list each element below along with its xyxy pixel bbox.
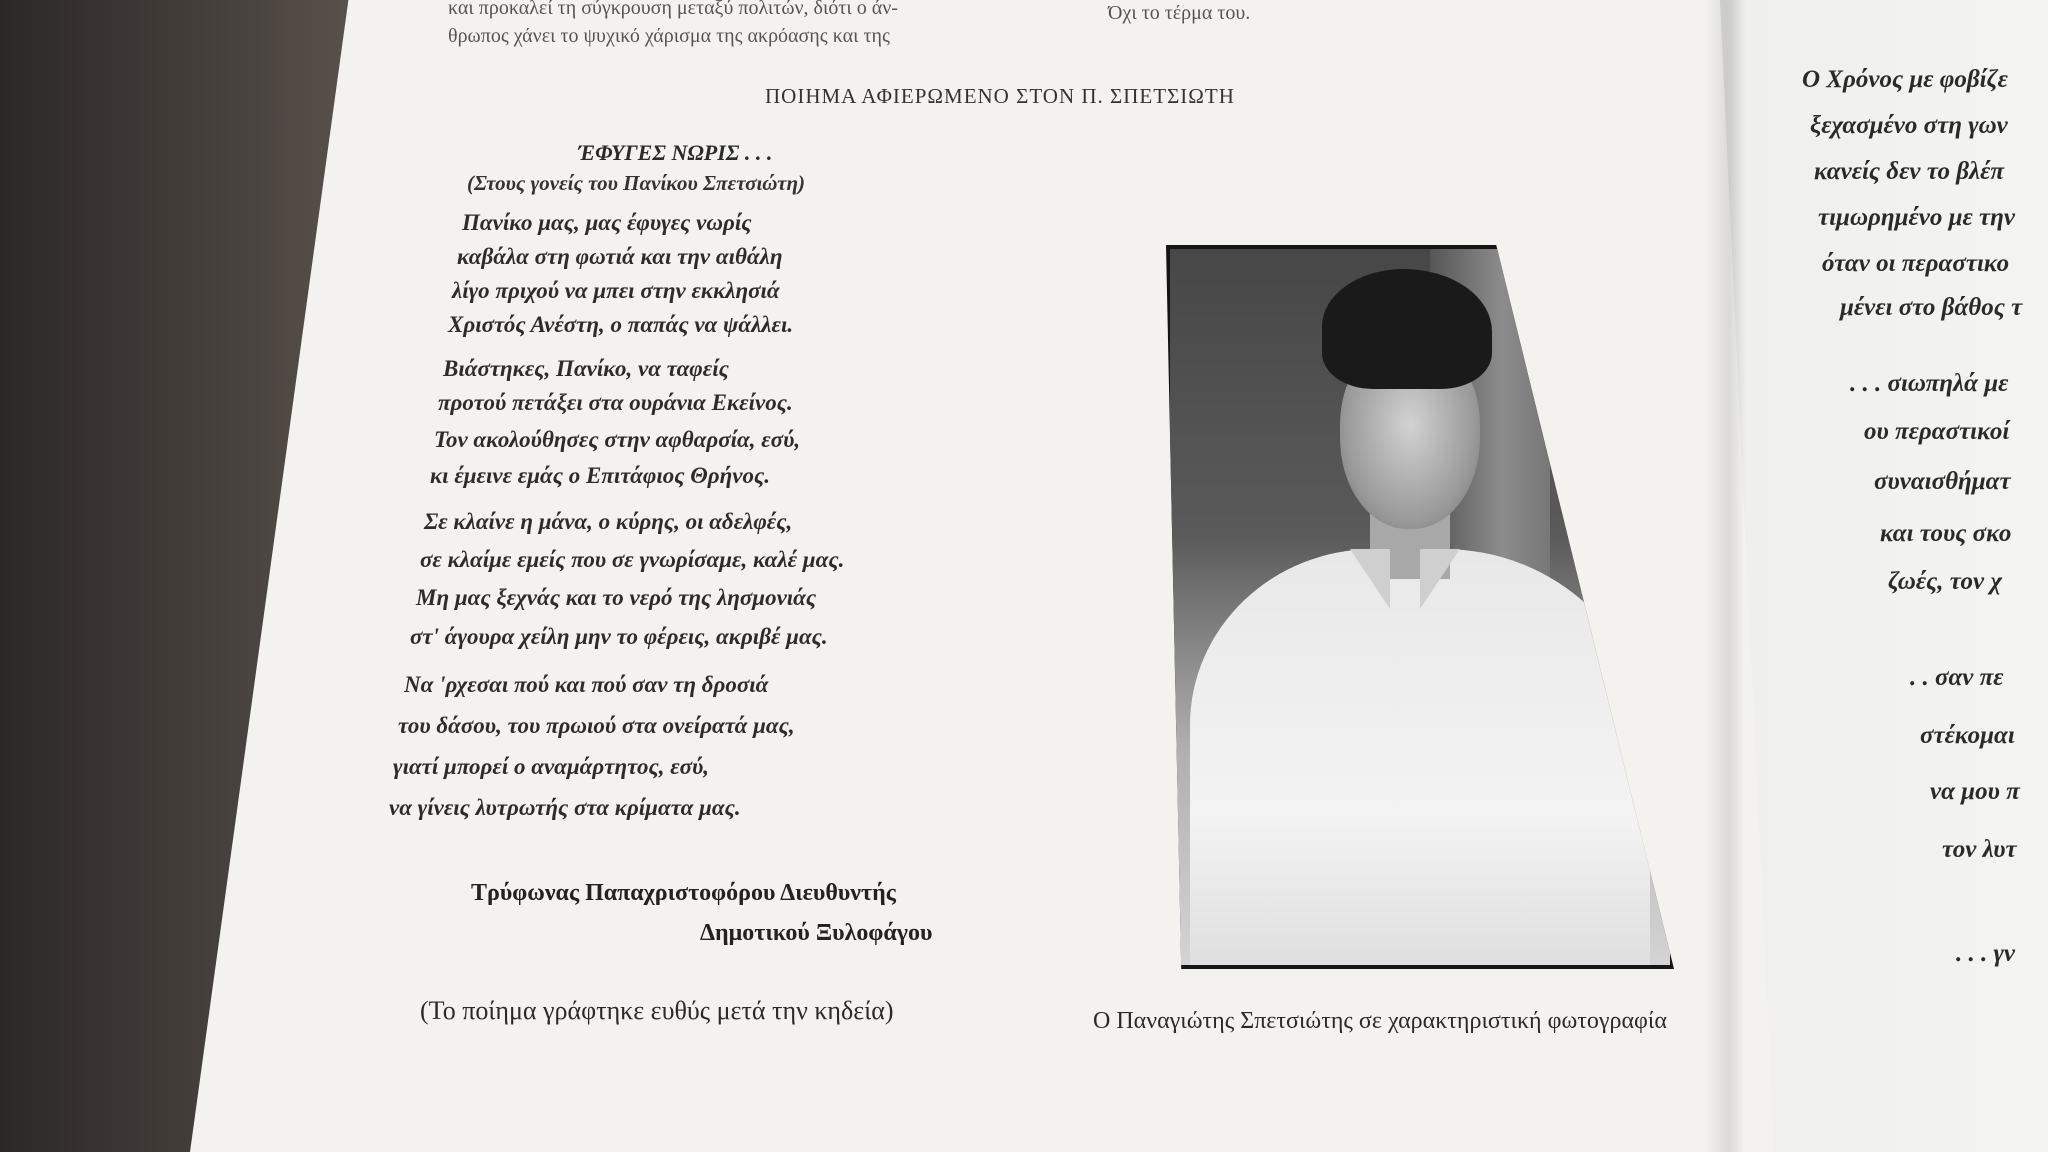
poem-line: γιατί μπορεί ο αναμάρτητος, εσύ, bbox=[393, 754, 710, 779]
right-page-line: . . . σιωπηλά με bbox=[1850, 370, 2009, 397]
previous-article-line-1: και προκαλεί τη σύγκρουση μεταξύ πολιτών, διότι ο άν- bbox=[448, 0, 898, 19]
right-page-text bbox=[1760, 0, 2048, 1152]
page-fold bbox=[1705, 0, 1745, 1152]
poem-line: Σε κλαίνε η μάνα, ο κύρης, οι αδελφές, bbox=[424, 509, 793, 534]
poem-line: λίγο πριχού να μπει στην εκκλησιά bbox=[452, 278, 780, 303]
poem-dedication: (Στους γονείς του Πανίκου Σπετσιώτη) bbox=[467, 171, 806, 195]
poem-line: Να 'ρχεσαι πού και πού σαν τη δροσιά bbox=[404, 672, 769, 697]
poem-line: Βιάστηκες, Πανίκο, να ταφείς bbox=[443, 356, 729, 381]
right-page-line: ζωές, τον χ bbox=[1888, 568, 2002, 595]
right-page-line: κανείς δεν το βλέπ bbox=[1814, 158, 2004, 185]
right-page-line: στέκομαι bbox=[1920, 722, 2015, 749]
right-page-line: τον λυτ bbox=[1942, 836, 2017, 863]
poem-line: Πανίκο μας, μας έφυγες νωρίς bbox=[462, 210, 752, 235]
photo-caption: Ο Παναγιώτης Σπετσιώτης σε χαρακτηριστική φωτογραφία bbox=[1093, 1008, 1667, 1034]
right-page-line: Ο Χρόνος με φοβίζε bbox=[1802, 66, 2008, 93]
poem-line: σε κλαίμε εμείς που σε γνωρίσαμε, καλέ μας. bbox=[420, 547, 845, 572]
right-page-line: συναισθήματ bbox=[1874, 468, 2011, 495]
poem-line: καβάλα στη φωτιά και την αιθάλη bbox=[457, 244, 783, 269]
magazine-page-left bbox=[190, 0, 1950, 1152]
page-heading: ΠΟΙΗΜΑ ΑΦΙΕΡΩΜΕΝΟ ΣΤΟΝ Π. ΣΠΕΤΣΙΩΤΗ bbox=[765, 84, 1235, 108]
right-page-line: . . . γν bbox=[1956, 940, 2015, 967]
poem-line: προτού πετάξει στα ουράνια Εκείνος. bbox=[438, 390, 793, 415]
poem-line: Χριστός Ανέστη, ο παπάς να ψάλλει. bbox=[448, 312, 794, 337]
previous-article-text bbox=[448, 0, 1048, 50]
author-name: Τρύφωνας Παπαχριστοφόρου Διευθυντής bbox=[471, 880, 896, 906]
poem-line: Μη μας ξεχνάς και το νερό της λησμονιάς bbox=[416, 585, 817, 610]
right-page-line: όταν οι περαστικο bbox=[1822, 250, 2010, 277]
poem-title: ΈΦΥΓΕΣ ΝΩΡΙΣ . . . bbox=[578, 140, 773, 165]
poem-line: να γίνεις λυτρωτής στα κρίματα μας. bbox=[389, 795, 741, 820]
previous-article-right-text: Όχι το τέρμα του. bbox=[1108, 2, 1251, 24]
right-page-line: τιμωρημένο με την bbox=[1818, 204, 2015, 231]
poem-note: (Το ποίημα γράφτηκε ευθύς μετά την κηδεία) bbox=[420, 996, 894, 1025]
right-page-line: να μου π bbox=[1930, 778, 2020, 805]
poem-line: στ' άγουρα χείλη μην το φέρεις, ακριβέ μας. bbox=[410, 624, 828, 649]
right-page-line: ου περαστικοί bbox=[1864, 418, 2010, 445]
author-school: Δημοτικού Ξυλοφάγου bbox=[700, 920, 933, 946]
right-page-line: ξεχασμένο στη γων bbox=[1810, 112, 2008, 139]
previous-article-line-2: θρωπος χάνει το ψυχικό χάρισμα της ακρόασης και της bbox=[448, 25, 890, 47]
right-page-line: . . σαν πε bbox=[1910, 664, 2004, 691]
right-page-line: μένει στο βάθος τ bbox=[1840, 294, 2023, 321]
poem-line: Τον ακολούθησες στην αφθαρσία, εσύ, bbox=[434, 427, 801, 452]
right-page-line: και τους σκο bbox=[1880, 520, 2012, 547]
poem-line: κι έμεινε εμάς ο Επιτάφιος Θρήνος. bbox=[430, 463, 770, 488]
poem-line: του δάσου, του πρωιού στα ονείρατά μας, bbox=[398, 713, 795, 738]
